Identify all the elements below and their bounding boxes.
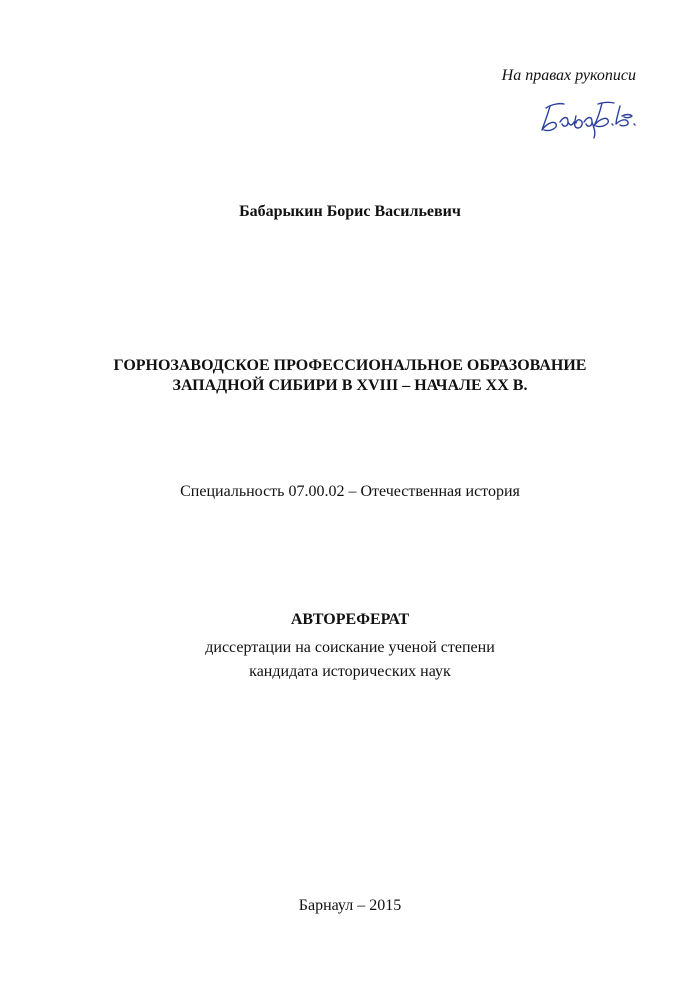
rights-note: На правах рукописи xyxy=(501,67,636,84)
document-type: АВТОРЕФЕРАТ xyxy=(290,611,410,628)
place-and-year: Барнаул – 2015 xyxy=(298,897,402,914)
purpose-line-2: кандидата исторических наук xyxy=(249,663,451,680)
specialty: Специальность 07.00.02 – Отечественная история xyxy=(180,483,520,500)
title-line-2: ЗАПАДНОЙ СИБИРИ В XVIII – НАЧАЛЕ XX В. xyxy=(172,377,528,394)
author-name: Бабарыкин Борис Васильевич xyxy=(239,203,461,220)
purpose-line-1: диссертации на соискание ученой степени xyxy=(205,639,495,656)
title-line-1: ГОРНОЗАВОДСКОЕ ПРОФЕССИОНАЛЬНОЕ ОБРАЗОВАНИЕ xyxy=(113,357,587,374)
dissertation-title xyxy=(0,356,700,396)
handwritten-signature xyxy=(534,94,644,142)
dissertation-purpose xyxy=(0,636,700,684)
